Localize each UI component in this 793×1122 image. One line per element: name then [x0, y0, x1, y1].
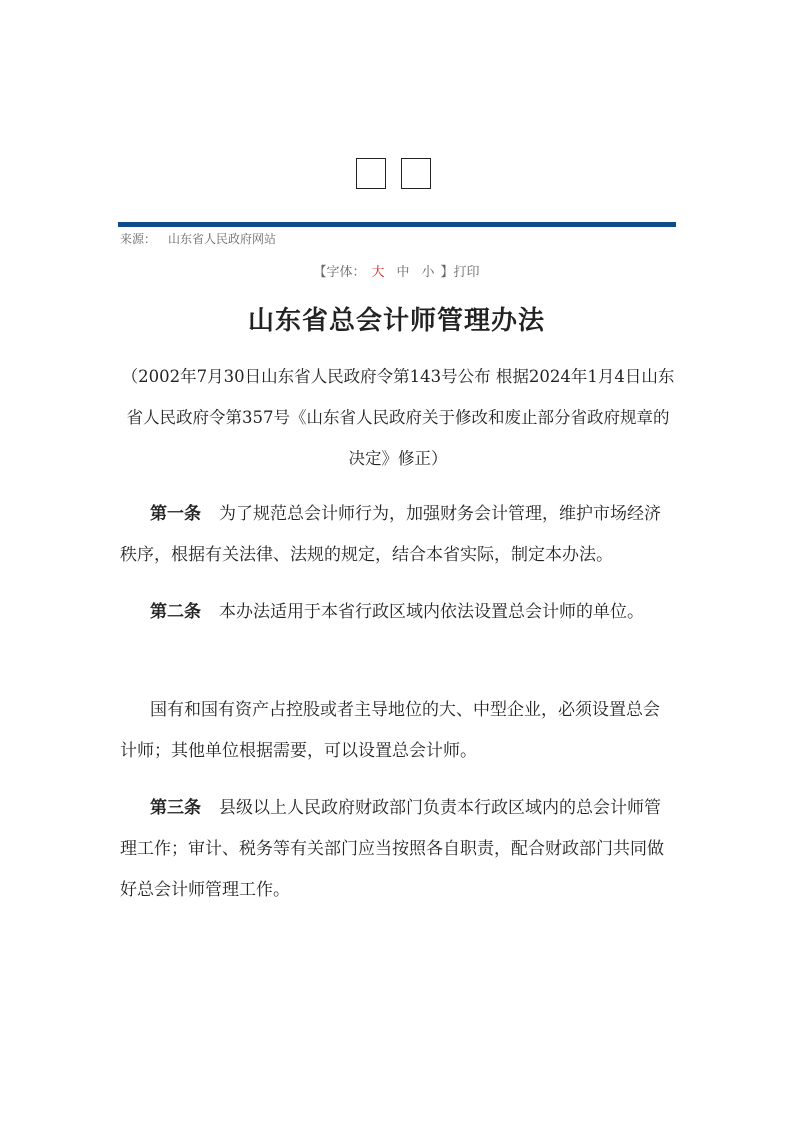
- font-size-medium-button[interactable]: 中: [396, 265, 410, 280]
- article-label: 第三条: [150, 798, 201, 818]
- article-paragraph: [120, 592, 676, 633]
- article-label: 第二条: [150, 602, 201, 622]
- font-size-small-button[interactable]: 小: [421, 265, 435, 280]
- article-paragraph: [120, 690, 676, 772]
- logo-box-right: [401, 158, 431, 189]
- article-text: 为了规范总会计师行为，加强财务会计管理，维护市场经济秩序，根据有关法律、法规的规定，结合本省实际，制定本办法。: [120, 504, 661, 565]
- print-button[interactable]: 打印: [453, 265, 480, 280]
- article-paragraph: [120, 494, 676, 576]
- font-controls-close: 】: [440, 265, 454, 280]
- page-title: 山东省总会计师管理办法: [247, 306, 545, 336]
- article-label: 第一条: [150, 504, 201, 524]
- document-subtitle: （2002年7月30日山东省人民政府令第143号公布 根据2024年1月4日山东省人民政府令第357号《山东省人民政府关于修改和废止部分省政府规章的决定》修正）: [121, 367, 675, 468]
- article-text: 县级以上人民政府财政部门负责本行政区域内的总会计师管理工作；审计、税务等有关部门应当按照各自职责，配合财政部门共同做好总会计师管理工作。: [120, 798, 664, 900]
- article-text: 本办法适用于本省行政区域内依法设置总会计师的单位。: [219, 602, 644, 622]
- header-logo: [356, 158, 431, 189]
- article-paragraph: [120, 788, 676, 911]
- font-size-large-button[interactable]: 大: [371, 265, 385, 280]
- source-label: 来源：: [120, 232, 157, 246]
- source-line: [120, 230, 276, 247]
- article-text: 国有和国有资产占控股或者主导地位的大、中型企业，必须设置总会计师；其他单位根据需要，可以设置总会计师。: [120, 700, 660, 761]
- font-size-controls: [0, 261, 793, 280]
- source-value: 山东省人民政府网站: [168, 232, 277, 246]
- logo-box-left: [356, 158, 386, 189]
- font-controls-open: 【字体：: [313, 265, 366, 280]
- header-rule: [118, 222, 676, 227]
